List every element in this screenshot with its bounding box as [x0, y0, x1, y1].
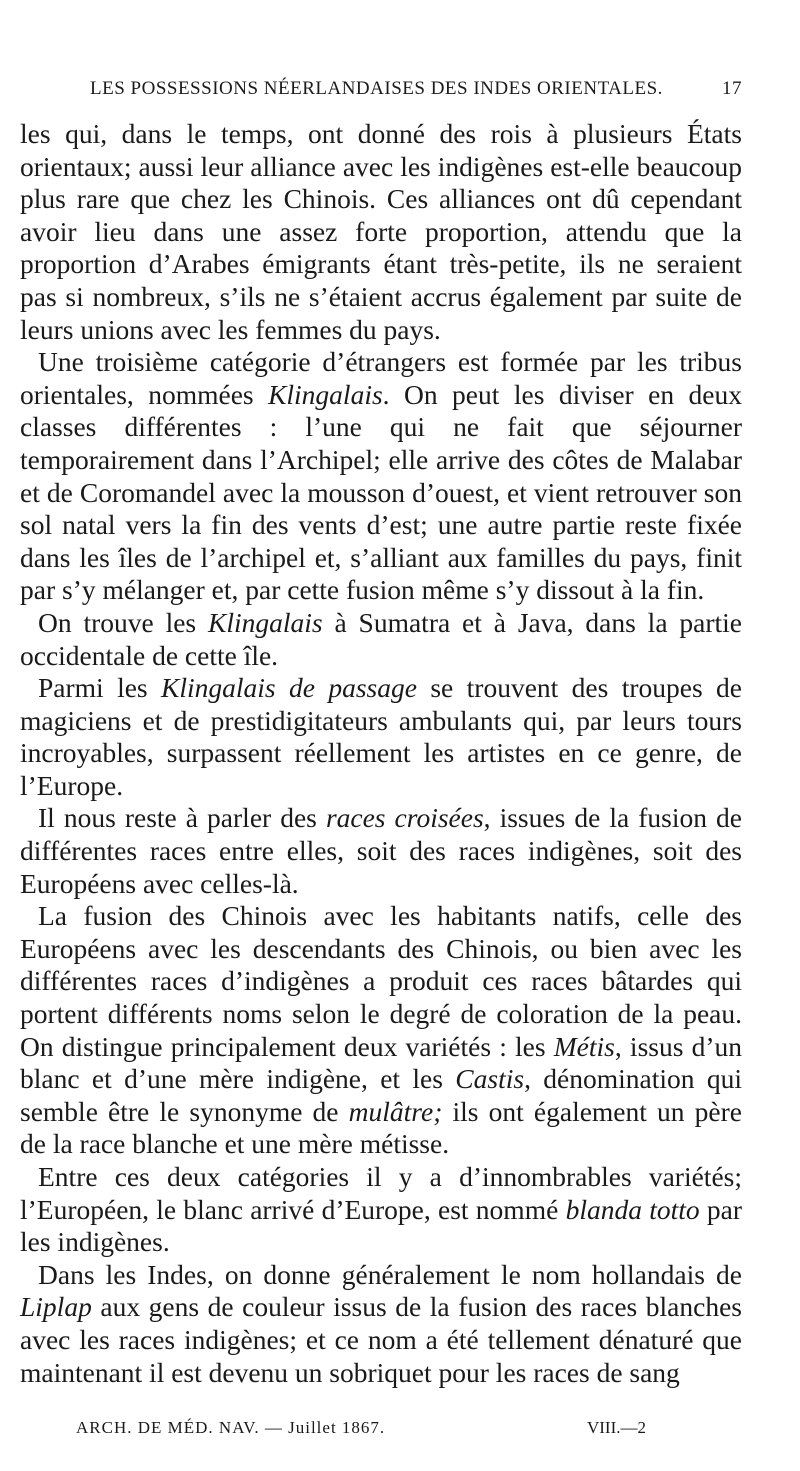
paragraph — [20, 672, 742, 802]
running-title: LES POSSESSIONS NÉERLANDAISES DES INDES ORIENTALES. — [90, 78, 663, 99]
text-segment: ils ont également un père de la race blanche et une mère métisse. — [20, 1095, 742, 1160]
text-segment: On trouve les — [38, 606, 208, 638]
italic-term: Métis — [553, 1030, 615, 1062]
text-segment: aux gens de couleur issus de la fusion des races blanches avec les races indigènes; et ce nom a été tellement dénaturé que maintenant il est devenu un sobriquet pour les races de sang — [20, 1291, 742, 1388]
paragraph — [20, 900, 742, 1161]
text-segment: La fusion des Chinois avec les habitants natifs, celle des Européens avec les descendants des Chinois, ou bien avec les différentes races d’indigènes a produit ces races bâtardes qui portent différents noms selon le degré de coloration de la peau. On distingue principalement deux variétés : les — [20, 900, 742, 1062]
text-segment: se trouvent des troupes de magiciens et de prestidigitateurs ambulants qui, par leurs tours incroyables, surpassent réellement les artistes en ce genre, de l’Europe. — [20, 672, 743, 801]
italic-term: blanda totto — [565, 1193, 700, 1225]
page-header — [90, 78, 742, 108]
footer-journal-reference: ARCH. DE MÉD. NAV. — Juillet 1867. — [76, 1418, 386, 1437]
page-number: 17 — [722, 78, 742, 99]
italic-term: Klingalais — [268, 378, 383, 410]
text-segment: Il nous reste à parler des — [38, 802, 326, 834]
paragraph — [20, 607, 742, 672]
text-segment: . On peut les diviser en deux classes différentes : l’une qui ne fait que séjourner temporairement dans l’Archipel; elle arrive des côtes de Malabar et de Coromandel avec la mousson d’ouest, et vient retrouver son sol natal vers la fin des vents d’est; une autre partie reste fixée dans les îles de l’archipel et, s’alliant aux familles du pays, finit par s’y mélanger et, par cette fusion même s’y dissout à la fin. — [20, 378, 742, 606]
text-segment: Une troisième catégorie d’étrangers est formée par les tribus orientales, nommées — [20, 346, 742, 410]
body-text — [20, 118, 742, 1389]
text-segment: Entre ces deux catégories il y a d’innombrables variétés; l’Européen, le blanc arrivé d’Europe, est nommé — [20, 1161, 742, 1225]
text-segment: par les indigènes. — [20, 1193, 743, 1258]
text-segment: à Sumatra et à Java, dans la partie occidentale de cette île. — [20, 606, 742, 671]
text-segment: , issus d’un blanc et d’une mère indigène, et les — [20, 1030, 743, 1095]
italic-term: Klingalais — [208, 606, 323, 638]
page-footer — [76, 1418, 646, 1446]
footer-signature-mark: VIII.—2 — [586, 1418, 646, 1437]
text-segment: Parmi les — [38, 672, 162, 704]
italic-term: races croisées — [325, 802, 484, 834]
paragraph — [20, 118, 742, 346]
text-segment: les qui, dans le temps, ont donné des rois à plusieurs États orientaux; aussi leur alliance avec les indigènes est-elle beaucoup plus rare que chez les Chinois. Ces alliances ont dû cependant avoir lieu dans une assez forte proportion, attendu que la proportion d’Arabes émigrants étant très-petite, ils ne seraient pas si nombreux, s’ils ne s’étaient accrus également par suite de leurs unions avec les femmes du pays. — [20, 118, 742, 345]
paragraph — [20, 1161, 742, 1259]
paragraph — [20, 1259, 742, 1389]
text-segment: Dans les Indes, on donne généralement le nom hollandais de — [38, 1258, 742, 1290]
paragraph — [20, 802, 742, 900]
italic-term: Castis — [455, 1063, 525, 1095]
paragraph — [20, 346, 742, 607]
italic-term: Liplap — [20, 1291, 92, 1323]
italic-term: mulâtre; — [348, 1095, 443, 1127]
text-segment: , issues de la fusion de différentes races entre elles, soit des races indigènes, soit des Européens avec celles-là. — [20, 802, 742, 899]
italic-term: Klingalais de passage — [161, 672, 417, 704]
text-segment: , dénomination qui semble être le synonyme de — [20, 1063, 742, 1127]
